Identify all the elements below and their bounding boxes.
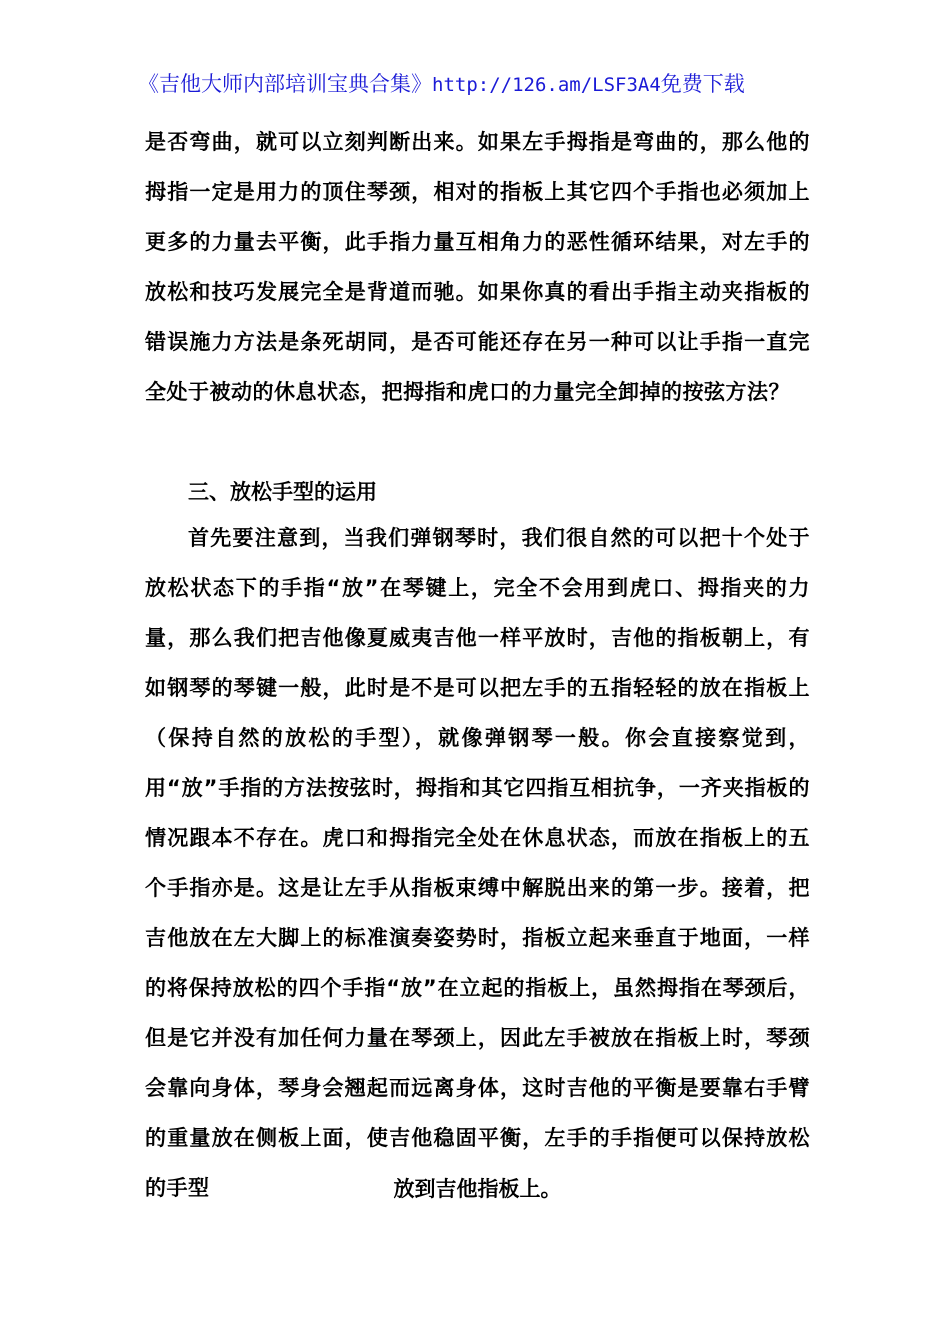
header-title: 《吉他大师内部培训宝典合集》 — [138, 72, 432, 96]
header-url-link[interactable]: http://126.am/LSF3A4 — [432, 74, 661, 96]
closing-line: 放到吉他指板上。 — [393, 1177, 562, 1201]
body-paragraph-2: 首先要注意到，当我们弹钢琴时，我们很自然的可以把十个处于放松状态下的手指“放”在琴键上，完全不会用到虎口、拇指夹的力量，那么我们把吉他像夏威夷吉他一样平放时，吉他的指板朝上，有如钢琴的琴键一般，此时是不是可以把左手的五指轻轻的放在指板上（保持自然的放松的手型），就像弹钢琴一般。你会直接察觉到，用“放”手指的方法按弦时，拇指和其它四指互相抗争，一齐夹指板的情况跟本不存在。虎口和拇指完全处在休息状态，而放在指板上的五个手指亦是。这是让左手从指板束缚中解脱出来的第一步。接着，把吉他放在左大脚上的标准演奏姿势时，指板立起来垂直于地面，一样的将保持放松的四个手指“放”在立起的指板上，虽然拇指在琴颈后，但是它并没有加任何力量在琴颈上，因此左手被放在指板上时，琴颈会靠向身体，琴身会翘起而远离身体，这时吉他的平衡是要靠右手臂的重量放在侧板上面，使吉他稳固平衡，左手的手指便可以保持放松的手型 — [145, 526, 810, 1200]
header-download-text: 免费下载 — [660, 72, 745, 96]
section-heading: 三、放松手型的运用 — [188, 480, 377, 504]
body-paragraph-1: 是否弯曲，就可以立刻判断出来。如果左手拇指是弯曲的，那么他的拇指一定是用力的顶住琴颈，相对的指板上其它四个手指也必须加上更多的力量去平衡，此手指力量互相角力的恶性循环结果，对左手的放松和技巧发展完全是背道而驰。如果你真的看出手指主动夹指板的错误施力方法是条死胡同，是否可能还存在另一种可以让手指一直完全处于被动的休息状态，把拇指和虎口的力量完全卸掉的按弦方法？ — [145, 130, 810, 404]
header-banner[interactable] — [138, 66, 818, 102]
